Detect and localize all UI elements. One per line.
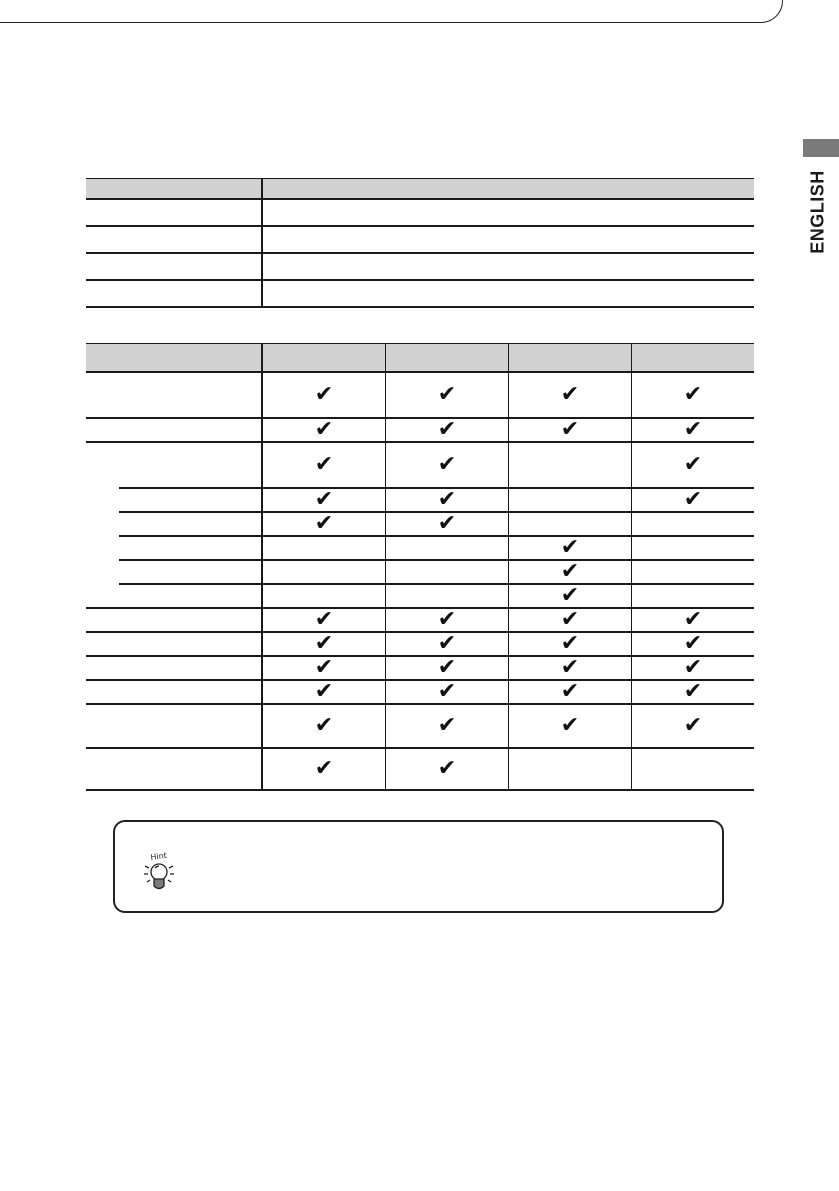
table-row — [86, 253, 754, 280]
check-cell — [509, 680, 632, 704]
check-cell — [386, 748, 509, 790]
checkmark-icon: ✔ — [437, 417, 457, 442]
table-cell — [262, 199, 754, 226]
check-cell — [509, 512, 632, 536]
table-row — [86, 584, 754, 608]
checkmark-icon: ✔ — [437, 655, 457, 680]
table-row — [86, 488, 754, 512]
table-cell — [262, 253, 754, 280]
table-row — [86, 536, 754, 560]
check-cell — [262, 512, 386, 536]
check-cell — [262, 632, 386, 656]
sub-row-rule — [119, 535, 261, 561]
check-cell — [262, 418, 386, 442]
check-cell — [632, 608, 755, 632]
checkmark-icon: ✔ — [560, 607, 580, 632]
check-cell — [509, 442, 632, 488]
check-cell — [632, 488, 755, 512]
table-row — [86, 704, 754, 748]
hint-box — [113, 820, 724, 913]
table-row — [86, 418, 754, 442]
checkmark-icon: ✔ — [314, 655, 334, 680]
table-cell — [86, 226, 262, 253]
row-label-cell — [86, 608, 262, 632]
checkmark-icon: ✔ — [683, 487, 703, 512]
checkmark-icon: ✔ — [683, 713, 703, 738]
row-label-cell — [86, 488, 262, 512]
check-cell — [632, 418, 755, 442]
header-cell — [262, 179, 754, 200]
checkmark-icon: ✔ — [560, 559, 580, 584]
check-cell — [632, 512, 755, 536]
check-cell — [509, 372, 632, 418]
check-cell — [632, 632, 755, 656]
check-cell — [262, 442, 386, 488]
row-label-cell — [86, 632, 262, 656]
checkmark-icon: ✔ — [560, 535, 580, 560]
check-cell — [509, 608, 632, 632]
row-label-cell — [86, 560, 262, 584]
table-cell — [86, 199, 262, 226]
check-cell — [386, 680, 509, 704]
check-cell — [386, 656, 509, 680]
checkmark-icon: ✔ — [560, 713, 580, 738]
table-cell — [86, 280, 262, 307]
checkmark-icon: ✔ — [437, 607, 457, 632]
check-cell — [386, 632, 509, 656]
sub-row-rule — [119, 487, 261, 513]
spec-table-header — [86, 179, 754, 200]
check-cell — [262, 560, 386, 584]
table-row — [86, 512, 754, 536]
checkmark-icon: ✔ — [560, 417, 580, 442]
table-row — [86, 372, 754, 418]
table-row — [86, 748, 754, 790]
check-cell — [386, 560, 509, 584]
lightbulb-hint-icon — [138, 844, 180, 896]
check-cell — [509, 704, 632, 748]
checkmark-icon: ✔ — [437, 511, 457, 536]
row-label-cell — [86, 656, 262, 680]
checkmark-icon: ✔ — [314, 713, 334, 738]
checkmark-icon: ✔ — [683, 655, 703, 680]
check-cell — [262, 680, 386, 704]
checkmark-icon: ✔ — [437, 756, 457, 781]
checkmark-icon: ✔ — [437, 382, 457, 407]
checkmark-icon: ✔ — [437, 713, 457, 738]
checkmark-icon: ✔ — [683, 679, 703, 704]
language-tab-marker — [803, 139, 839, 157]
row-label-cell — [86, 680, 262, 704]
checkmark-icon: ✔ — [437, 631, 457, 656]
check-cell — [632, 704, 755, 748]
compatibility-table-body — [86, 372, 754, 790]
checkmark-icon: ✔ — [683, 452, 703, 477]
check-cell — [632, 656, 755, 680]
check-cell — [509, 536, 632, 560]
checkmark-icon: ✔ — [437, 487, 457, 512]
checkmark-icon: ✔ — [314, 679, 334, 704]
check-cell — [386, 512, 509, 536]
check-cell — [262, 488, 386, 512]
checkmark-icon: ✔ — [683, 382, 703, 407]
checkmark-icon: ✔ — [314, 382, 334, 407]
check-cell — [509, 418, 632, 442]
check-cell — [262, 608, 386, 632]
compatibility-table-header — [86, 344, 754, 373]
compatibility-table — [86, 343, 754, 791]
header-cell — [632, 344, 755, 373]
check-cell — [262, 536, 386, 560]
sub-row-rule — [119, 511, 261, 537]
table-cell — [262, 280, 754, 307]
check-cell — [632, 442, 755, 488]
checkmark-icon: ✔ — [437, 452, 457, 477]
row-label-cell — [86, 584, 262, 608]
checkmark-icon: ✔ — [560, 655, 580, 680]
check-cell — [632, 372, 755, 418]
table-cell — [262, 226, 754, 253]
checkmark-icon: ✔ — [683, 417, 703, 442]
check-cell — [386, 608, 509, 632]
row-label-cell — [86, 372, 262, 418]
table-row — [86, 560, 754, 584]
check-cell — [509, 560, 632, 584]
check-cell — [262, 656, 386, 680]
check-cell — [262, 748, 386, 790]
check-cell — [386, 488, 509, 512]
checkmark-icon: ✔ — [683, 607, 703, 632]
checkmark-icon: ✔ — [314, 756, 334, 781]
table-row — [86, 226, 754, 253]
svg-text:Hint: Hint — [149, 850, 168, 863]
table-row — [86, 280, 754, 307]
checkmark-icon: ✔ — [560, 679, 580, 704]
table-row — [86, 199, 754, 226]
check-cell — [262, 584, 386, 608]
row-label-cell — [86, 748, 262, 790]
checkmark-icon: ✔ — [683, 631, 703, 656]
check-cell — [386, 536, 509, 560]
check-cell — [386, 704, 509, 748]
check-cell — [509, 488, 632, 512]
sub-row-rule — [119, 559, 261, 585]
checkmark-icon: ✔ — [560, 583, 580, 608]
check-cell — [386, 584, 509, 608]
header-cell — [86, 179, 262, 200]
row-label-cell — [86, 536, 262, 560]
sub-row-rule — [119, 442, 261, 489]
checkmark-icon: ✔ — [314, 607, 334, 632]
check-cell — [262, 372, 386, 418]
language-label: ENGLISH — [807, 170, 828, 254]
row-label-cell — [86, 704, 262, 748]
checkmark-icon: ✔ — [314, 417, 334, 442]
row-label-cell — [86, 512, 262, 536]
table-row — [86, 680, 754, 704]
checkmark-icon: ✔ — [560, 382, 580, 407]
check-cell — [509, 656, 632, 680]
crop-mark — [0, 0, 783, 23]
spec-table — [86, 178, 754, 308]
check-cell — [632, 584, 755, 608]
check-cell — [262, 704, 386, 748]
check-cell — [632, 536, 755, 560]
check-cell — [509, 584, 632, 608]
checkmark-icon: ✔ — [314, 452, 334, 477]
table-row — [86, 656, 754, 680]
checkmark-icon: ✔ — [437, 679, 457, 704]
check-cell — [632, 560, 755, 584]
checkmark-icon: ✔ — [314, 511, 334, 536]
row-label-cell — [86, 442, 262, 488]
row-label-cell — [86, 418, 262, 442]
checkmark-icon: ✔ — [560, 631, 580, 656]
table-row — [86, 608, 754, 632]
checkmark-icon: ✔ — [314, 487, 334, 512]
table-row — [86, 442, 754, 488]
check-cell — [386, 372, 509, 418]
check-cell — [632, 680, 755, 704]
table-row — [86, 632, 754, 656]
header-cell — [262, 344, 386, 373]
header-cell — [386, 344, 509, 373]
table-cell — [86, 253, 262, 280]
checkmark-icon: ✔ — [314, 631, 334, 656]
check-cell — [386, 442, 509, 488]
check-cell — [386, 418, 509, 442]
check-cell — [632, 748, 755, 790]
header-cell — [509, 344, 632, 373]
header-cell — [86, 344, 262, 373]
check-cell — [509, 748, 632, 790]
check-cell — [509, 632, 632, 656]
